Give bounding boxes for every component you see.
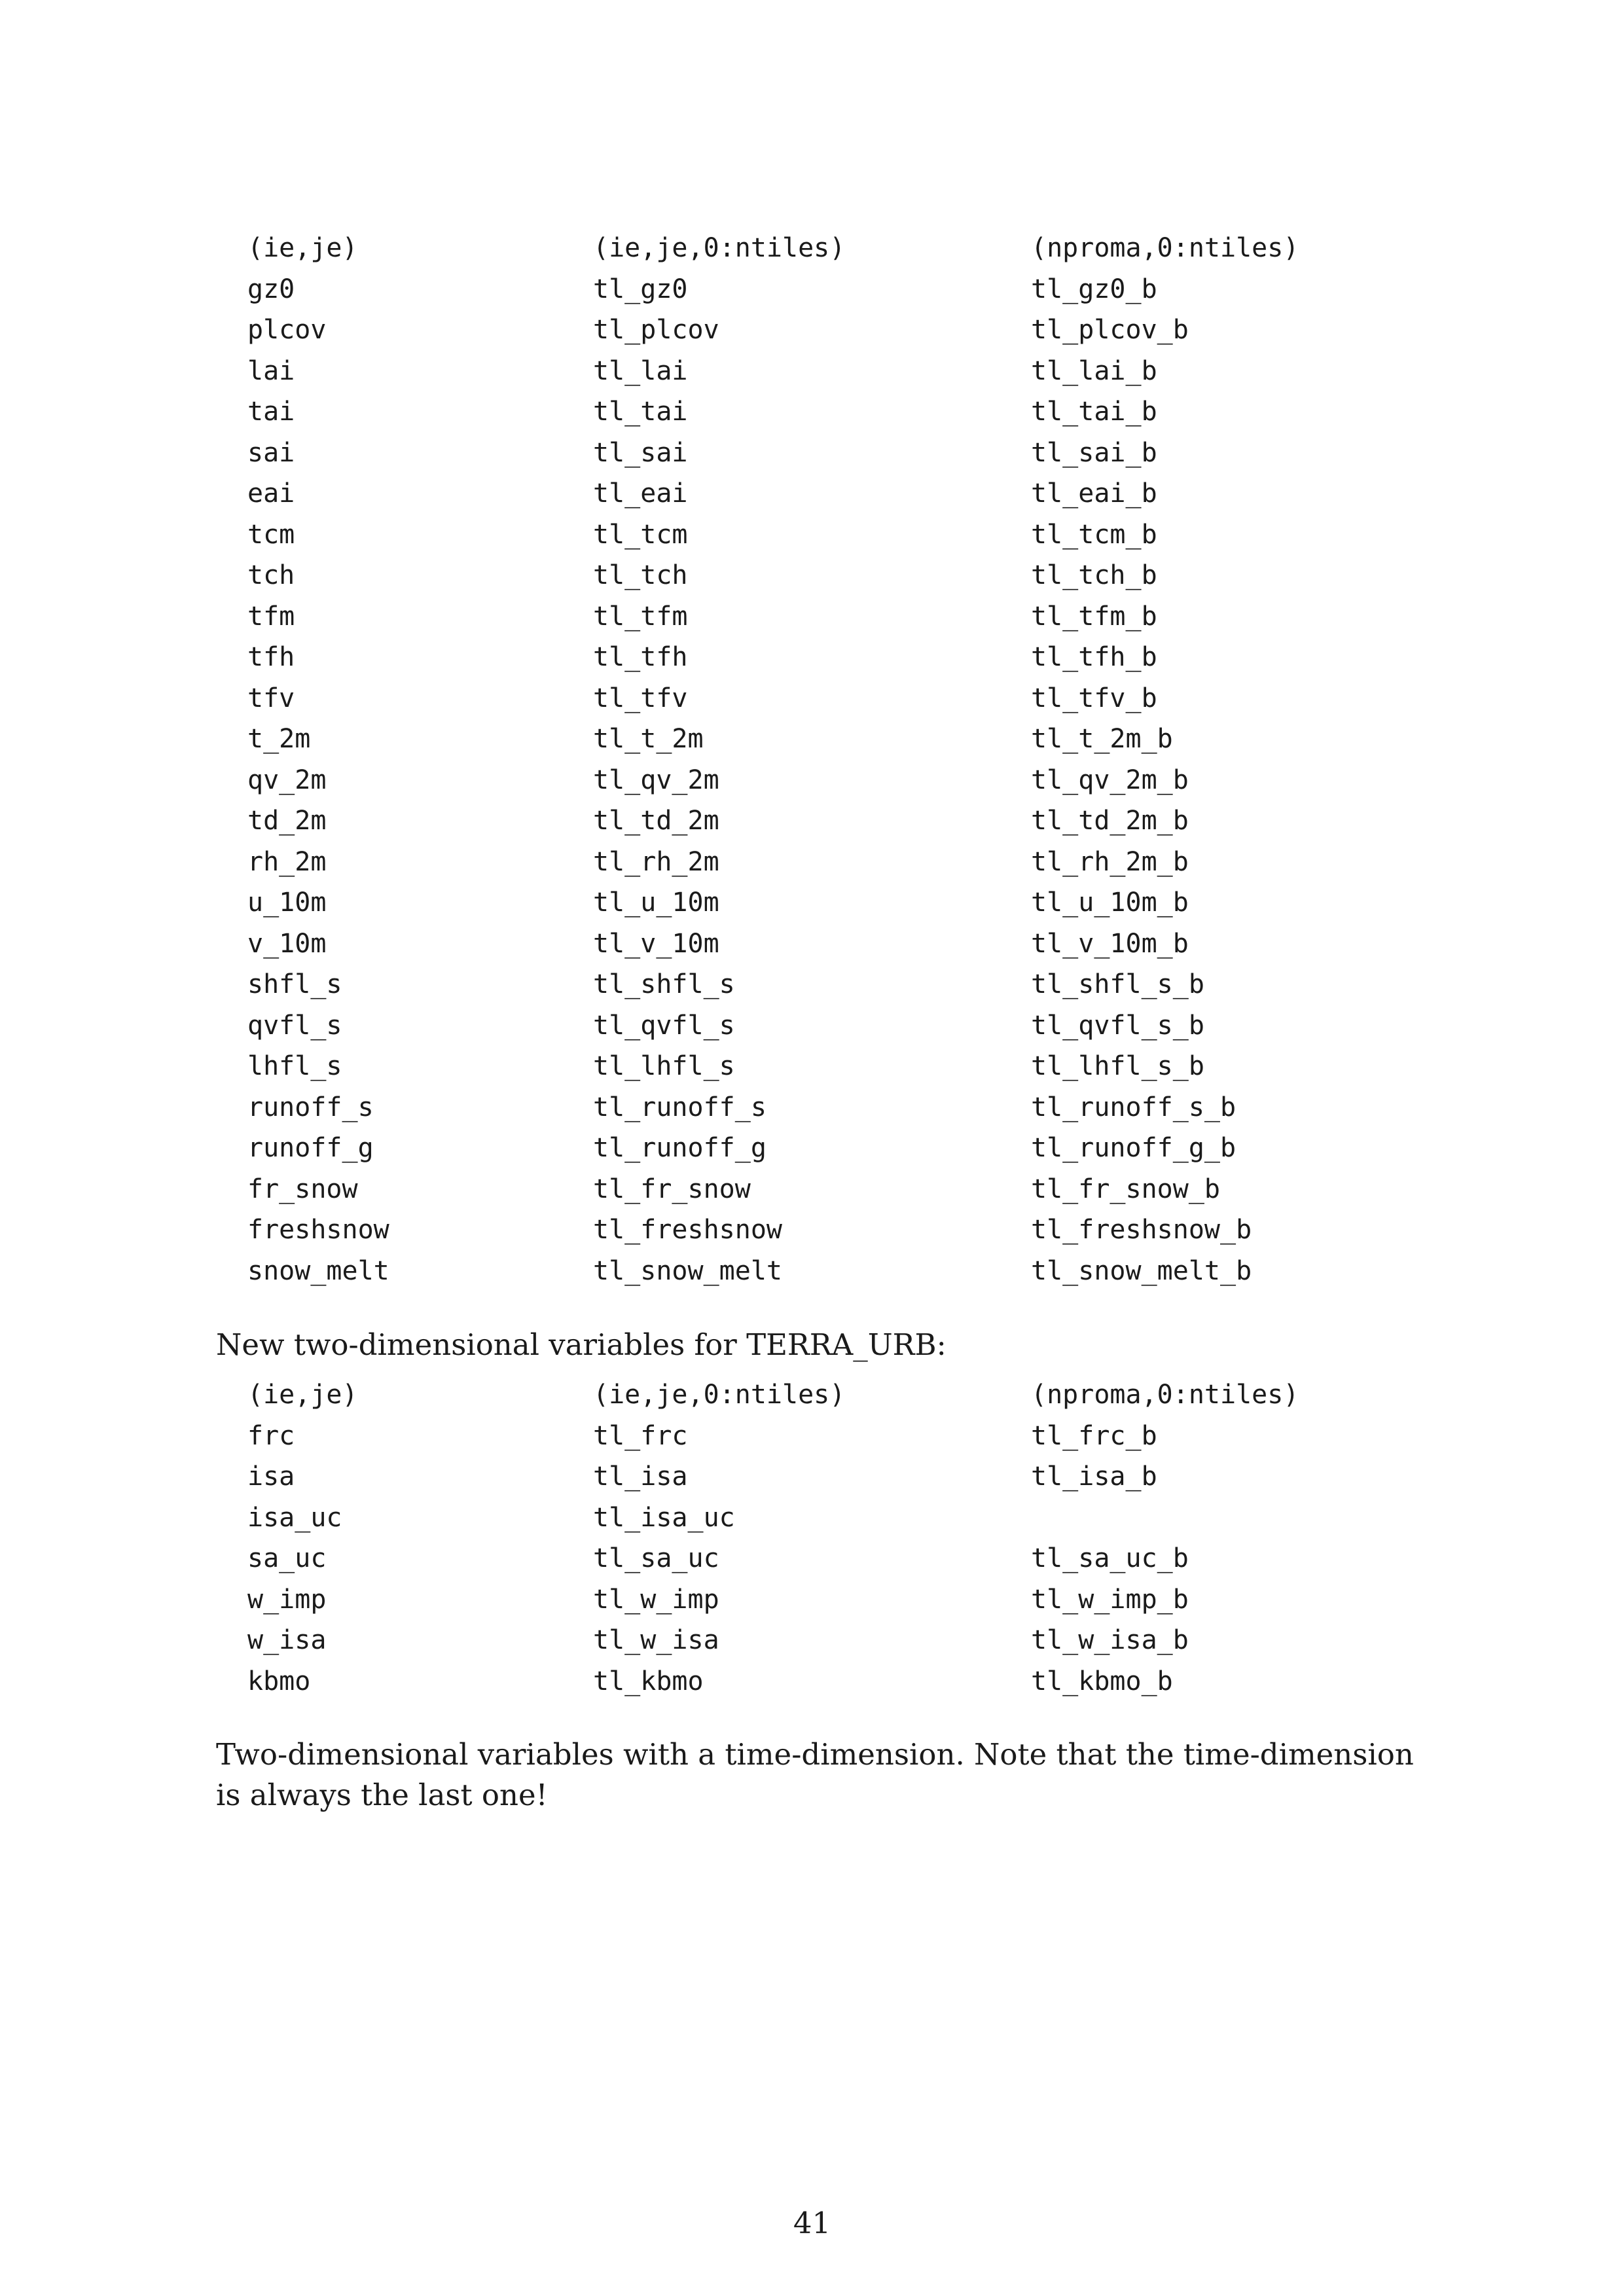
table-cell: tl_tai_b (1031, 397, 1157, 427)
table-cell: tl_runoff_s_b (1031, 1092, 1236, 1122)
time-dimension-paragraph: Two-dimensional variables with a time-dimension. Note that the time-dimension is always the last one! (216, 1737, 1414, 1812)
table-cell: eai (247, 478, 295, 509)
table-cell: tl_runoff_g (593, 1133, 767, 1163)
table-cell: tl_sai_b (1031, 437, 1157, 468)
table-cell: tl_kbmo_b (1031, 1666, 1173, 1696)
table-cell: tl_td_2m_b (1031, 806, 1189, 836)
table-cell: v_10m (247, 928, 327, 959)
table-cell: rh_2m (247, 846, 327, 877)
table-cell: tl_isa_uc (593, 1502, 735, 1533)
table-cell: (ie,je) (247, 233, 358, 263)
table-cell: (ie,je,0:ntiles) (593, 1380, 846, 1410)
page-number: 41 (793, 2206, 831, 2240)
table-cell: tl_qv_2m (593, 764, 719, 795)
table-cell: tl_tfv (593, 683, 688, 713)
table-cell: tl_v_10m_b (1031, 928, 1189, 959)
table-cell: runoff_s (247, 1092, 374, 1122)
table-cell: tl_snow_melt_b (1031, 1255, 1252, 1286)
table-cell: tl_tfh_b (1031, 642, 1157, 672)
table-cell: tl_runoff_s (593, 1092, 767, 1122)
table-cell: tl_w_isa (593, 1625, 719, 1655)
table-cell: tfh (247, 642, 295, 672)
table-cell: tl_rh_2m_b (1031, 846, 1189, 877)
table-cell: tl_frc (593, 1420, 688, 1451)
table-cell: tl_lhfl_s_b (1031, 1051, 1204, 1081)
table-cell: w_isa (247, 1625, 327, 1655)
table-cell: tfm (247, 601, 295, 632)
table-cell: tl_tch (593, 560, 688, 590)
table-cell: (nproma,0:ntiles) (1031, 233, 1299, 263)
table-cell: tl_shfl_s (593, 969, 735, 999)
table-cell: tl_tfv_b (1031, 683, 1157, 713)
table-cell: tfv (247, 683, 295, 713)
table-cell: snow_melt (247, 1255, 389, 1286)
table-cell: tl_sa_uc_b (1031, 1543, 1189, 1573)
table-cell: tl_v_10m (593, 928, 719, 959)
table-cell: sai (247, 437, 295, 468)
table-cell: tl_gz0 (593, 274, 688, 304)
table-cell: lhfl_s (247, 1051, 342, 1081)
terra-urb-intro-paragraph: New two-dimensional variables for TERRA_URB: (216, 1327, 947, 1362)
table-cell: isa_uc (247, 1502, 342, 1533)
table-cell: tl_fr_snow_b (1031, 1174, 1220, 1204)
table-cell: tl_tcm (593, 519, 688, 550)
table-cell: w_imp (247, 1584, 327, 1615)
table-cell: tl_qvfl_s (593, 1010, 735, 1041)
table-cell: tl_isa_b (1031, 1462, 1157, 1492)
table-cell: tl_w_imp (593, 1584, 719, 1615)
table-cell: tl_frc_b (1031, 1420, 1157, 1451)
table-cell: tl_t_2m (593, 724, 704, 754)
table-cell: td_2m (247, 806, 327, 836)
table-cell: tl_eai (593, 478, 688, 509)
table-cell: tl_plcov_b (1031, 315, 1189, 345)
table-cell: runoff_g (247, 1133, 374, 1163)
table-cell: tl_u_10m_b (1031, 888, 1189, 918)
table-cell: tl_sai (593, 437, 688, 468)
table-cell: tl_runoff_g_b (1031, 1133, 1236, 1163)
table-cell: tl_tfh (593, 642, 688, 672)
table-cell: freshsnow (247, 1215, 389, 1245)
table-cell: shfl_s (247, 969, 342, 999)
table-cell: isa (247, 1462, 295, 1492)
table-cell: tl_sa_uc (593, 1543, 719, 1573)
table-cell: tcm (247, 519, 295, 550)
table-cell: tl_tch_b (1031, 560, 1157, 590)
table-cell: fr_snow (247, 1174, 358, 1204)
table-cell: sa_uc (247, 1543, 327, 1573)
table-cell: gz0 (247, 274, 295, 304)
table-cell: tl_w_imp_b (1031, 1584, 1189, 1615)
table-cell: tl_tai (593, 397, 688, 427)
table-cell: tl_tfm_b (1031, 601, 1157, 632)
table-cell: tai (247, 397, 295, 427)
table-cell: t_2m (247, 724, 311, 754)
table-cell: tl_w_isa_b (1031, 1625, 1189, 1655)
table-cell: tl_kbmo (593, 1666, 704, 1696)
table-cell: tl_gz0_b (1031, 274, 1157, 304)
table-cell: lai (247, 355, 295, 386)
table-cell: tl_tfm (593, 601, 688, 632)
table-cell: tl_lhfl_s (593, 1051, 735, 1081)
table-cell: tl_shfl_s_b (1031, 969, 1204, 999)
table-cell: tl_snow_melt (593, 1255, 782, 1286)
table-cell: tl_t_2m_b (1031, 724, 1173, 754)
table-cell: tl_plcov (593, 315, 719, 345)
table-cell: tl_freshsnow_b (1031, 1215, 1252, 1245)
table-cell: tl_rh_2m (593, 846, 719, 877)
table-cell: frc (247, 1420, 295, 1451)
table-cell: tl_qv_2m_b (1031, 764, 1189, 795)
table-cell: tch (247, 560, 295, 590)
table-cell: qv_2m (247, 764, 327, 795)
table-cell: (ie,je) (247, 1380, 358, 1410)
table-cell: (nproma,0:ntiles) (1031, 1380, 1299, 1410)
table-cell: qvfl_s (247, 1010, 342, 1041)
table-cell: tl_td_2m (593, 806, 719, 836)
table-cell: tl_lai (593, 355, 688, 386)
table-cell: tl_isa (593, 1462, 688, 1492)
table-cell: tl_lai_b (1031, 355, 1157, 386)
table-cell: tl_fr_snow (593, 1174, 751, 1204)
table-cell: tl_freshsnow (593, 1215, 782, 1245)
table-cell: tl_eai_b (1031, 478, 1157, 509)
table-cell: plcov (247, 315, 327, 345)
table-cell: kbmo (247, 1666, 311, 1696)
table-cell: tl_qvfl_s_b (1031, 1010, 1204, 1041)
table-cell: tl_u_10m (593, 888, 719, 918)
table-cell: tl_tcm_b (1031, 519, 1157, 550)
table-cell: (ie,je,0:ntiles) (593, 233, 846, 263)
table-cell: u_10m (247, 888, 327, 918)
